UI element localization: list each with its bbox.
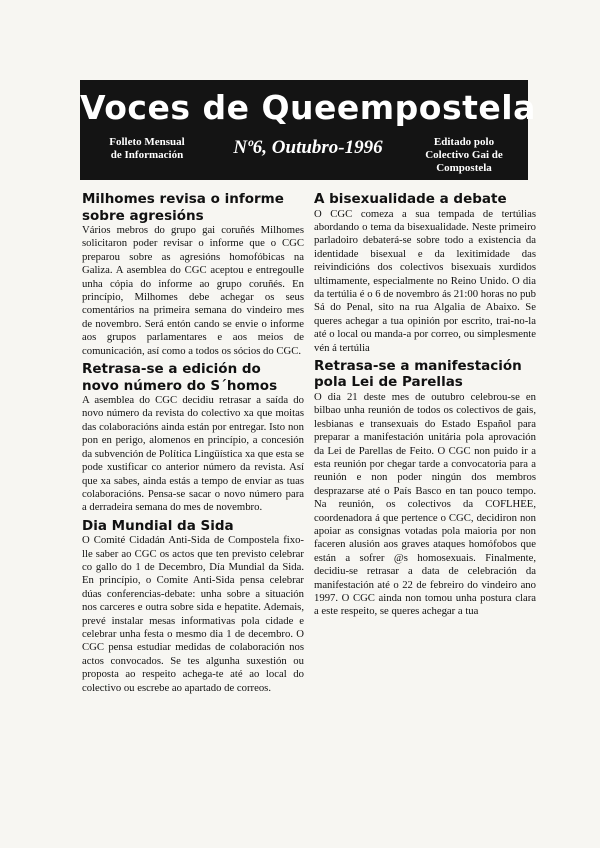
article-title-line: pola Lei de Parellas <box>314 374 463 391</box>
masthead-subtitle-line: Folleto Mensual <box>109 136 185 148</box>
article-title-line: Milhomes revisa o informe <box>82 191 284 207</box>
article-title-line: Retrasa-se a edición do <box>82 361 261 378</box>
article-title-bisexualidade: A bisexualidade a debate <box>314 191 507 207</box>
article-body-milhomes: Vários mebros do grupo gai coruñés Milhomes solicitaron poder revisar o informe que o CGC preparou sobre as agresións homofóbicas na Galiza. A asemblea do CGC aceptou e entregoulle unha cópia do informe ao grupo coruñés. En princípio, Milhomes debe achegar os seus comentários na primeira semana do vindeiro mes de novembro. Será entón cando se envie o informe aos grupos parlamentares e aos meios de comunicación, así como a todos os sócios do CGC. <box>82 224 304 357</box>
publisher-line: Colectivo Gai de <box>425 149 503 161</box>
masthead <box>80 80 536 180</box>
article-body-manifestacion: O dia 21 deste mes de outubro celebrou-se en bilbao unha reunión de todos os colectivos de gais, lesbianas e transexuais do Estado Español para preparar a manifestación unitária pola aprovación da Lei de Parellas de Feito. O CGC non puido ir a esta reunión por chegar tarde a convocatoria para a reunión e non poder ningún dos membros desprazarse até o País Basco en tan pouco tempo. Na reunión, os colectivos da COFLHEE, coordenadora á que pertence o CGC, decidiron non apoiar as consignas votadas pola maioria por non faceren alusión aos graves ataques homófobos que están a sofrer @s homosexuais. Finalmente, decidiu-se retrasar a data de celebración da manifestación até o 22 de febreiro do vindeiro ano 1997. O CGC ainda non tomou unha postura clara a este respeito, se queres achegar a tua <box>314 390 536 618</box>
masthead-subtitle <box>94 136 200 162</box>
right-column <box>314 188 536 619</box>
publisher-line: Editado polo <box>433 136 495 148</box>
article-body-bisexualidade: O CGC comeza a sua tempada de tertúlias abordando o tema da bisexualidade. Neste primeiro parladoiro debaterá-se sobre todo a existencia da identidade bisexual e da lexitimidade das reivindicións dos colectivos bisexuais xurdidos ultimamente, especialmente no Reino Unido. O dia da tertúlia é o 6 de novembro ás 21:00 horas no pub Sá do Penal, sito na rua Algalia de Abaixo. Se queres achegar a tua opinión por escrito, trai-no-la até o local ou manda-a por correo, ou simplesmente vén á tertúlia <box>314 207 536 354</box>
newsletter-title: Voces de Queempostela <box>80 88 536 127</box>
article-body-dia-mundial: O Comité Cidadán Anti-Sida de Compostela fixo-lle saber ao CGC os actos que ten previsto celebrar co gallo do 1 de Decembro, Día Mundial da Sida. En princípio, o Comite Anti-Sida pensa celebrar dúas conferencias-debate: unha sobre a situación nos carceres e outra sobre sida e hepatite. Ademais, prevé instalar mesas informativas pola cidade e celebrar unha festa o mesmo dia 1 de decembro. O CGC pensa estudiar medidas de colaboración nos actos convocados. Se tes algunha suxestión ou proposta ao respeito achega-te até ao local do colectivo ou escrebe ao apartado de correos. <box>82 534 304 694</box>
publisher-line: Compostela <box>436 162 492 174</box>
article-title-milhomes <box>82 191 304 224</box>
article-title-retrasa-edicion <box>82 361 304 394</box>
article-body-retrasa-edicion: A asemblea do CGC decidiu retrasar a saída do novo número da revista do colectivo xa que moitas das colaboracións ainda están por entregar. Isto non pon en perigo, alomenos en princípio, a concesión da subvención de Política Lingüística xa que esta se pode xustificar co anterior número da revista. Así que xa sabes, ainda estás a tempo de enviar as tuas colaboracións. Pensa-se sacar o novo número para a derradeira semana do mes de novembro. <box>82 394 305 514</box>
article-title-line: novo número do S´homos <box>82 377 278 394</box>
article-title-dia-mundial: Dia Mundial da Sida <box>82 517 234 534</box>
issue-number: Nº6, Outubro-1996 <box>233 137 383 158</box>
article-title-line: Retrasa-se a manifestación <box>314 357 522 374</box>
masthead-subtitle-line: de Información <box>110 149 184 161</box>
masthead-publisher <box>412 136 516 175</box>
article-title-line: sobre agresións <box>82 207 204 224</box>
article-title-manifestacion <box>314 358 536 391</box>
left-column <box>82 188 304 695</box>
